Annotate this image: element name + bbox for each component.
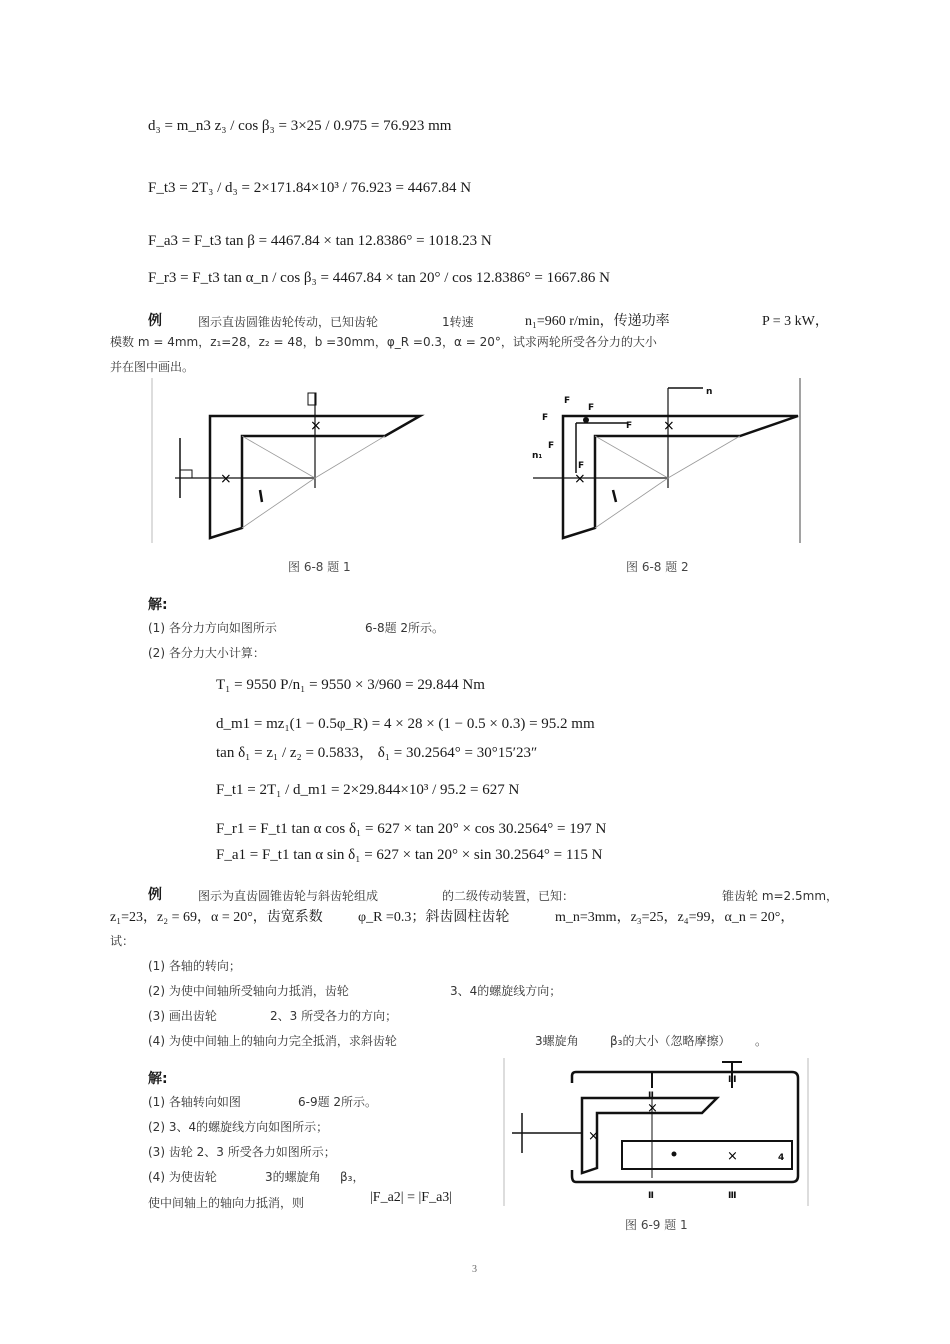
example2-q4a: (4) 为使中间轴上的轴向力完全抵消，求斜齿轮 (148, 1034, 397, 1048)
solution1-step1a: (1) 各分力方向如图所示 (148, 621, 277, 635)
force-label-3: F (542, 413, 549, 423)
gear-label-3: 4 (778, 1153, 785, 1163)
eq-fr3 (148, 270, 610, 287)
shaft-cross-4: × (574, 471, 586, 487)
example2-line2a: z₁=23，z₂ = 69，α = 20°，齿宽系数 (110, 910, 323, 925)
eq-fa3 (148, 233, 492, 250)
solution2-title: 解: (148, 1071, 168, 1087)
example2-q4b: 3螺旋角 (535, 1034, 579, 1048)
solution2-s4b: 3的螺旋角 (265, 1170, 321, 1184)
example1-line1n: n₁=960 r/min，传递功率 (525, 314, 670, 329)
example2-q2a: (2) 为使中间轴所受轴向力抵消，齿轮 (148, 984, 349, 998)
example2-q4c: β₃的大小（忽略摩擦） (610, 1034, 731, 1048)
example2-line2b: φ_R =0.3；斜齿圆柱齿轮 (358, 910, 510, 925)
solution1-step1b: 6-8题 2所示。 (365, 621, 445, 635)
eq-ft3 (148, 180, 471, 197)
example1-line3: 并在图中画出。 (110, 360, 195, 374)
solution2-s5a: 使中间轴上的轴向力抵消，则 (148, 1196, 305, 1210)
example2-line1c: 锥齿轮 m=2.5mm， (722, 889, 839, 903)
eq-delta1: tan δ₁ = z₁ / z₂ = 0.5833， δ₁ = 30.2564° = 30°15′23″ (216, 745, 538, 761)
example1-line1b: 1转速 (442, 315, 474, 329)
eq-fr3-text: F_r3 = F_t3 tan α_n / cos β₃ = 4467.84 × tan 20° / cos 12.8386° = 1667.86 N (148, 270, 610, 286)
force-label-6: F (578, 461, 585, 471)
page-number: 3 (472, 1264, 477, 1275)
solution2-s2: (2) 3、4的螺旋线方向如图所示； (148, 1120, 329, 1134)
gear-label-5: Ⅲ (728, 1191, 737, 1201)
caption-6-9: 图 6-9 题 1 (625, 1218, 688, 1232)
shaft-cross-1: × (310, 418, 322, 434)
bevel-gear-figure-2 (528, 378, 808, 548)
example2-q1: (1) 各轴的转向； (148, 959, 241, 973)
example2-q2b: 3、4的螺旋线方向； (450, 984, 562, 998)
shaft-cross-2: × (220, 471, 232, 487)
eq-ft1: F_t1 = 2T₁ / d_m1 = 2×29.844×10³ / 95.2 = 627 N (216, 782, 520, 798)
eq-fa3-text: F_a3 = F_t3 tan β = 4467.84 × tan 12.8386° = 1018.23 N (148, 233, 492, 249)
force-label-n1: n₁ (532, 451, 543, 461)
gear-label-2: Ⅱ (648, 1191, 654, 1201)
eq-fa1: F_a1 = F_t1 tan α sin δ₁ = 627 × tan 20° × sin 30.2564° = 115 N (216, 847, 603, 863)
example1-line1a: 图示直齿圆锥齿轮传动，已知齿轮 (198, 315, 379, 329)
example2-line1a: 图示为直齿圆锥齿轮与斜齿轮组成 (198, 889, 379, 903)
eq-d3-text: d₃ = m_n3 z₃ / cos β₃ = 3×25 / 0.975 = 76.923 mm (148, 118, 452, 134)
bevel-gear-figure-1 (150, 378, 450, 548)
solution2-s4c: β₃， (340, 1170, 365, 1184)
eq-t1: T₁ = 9550 P/n₁ = 9550 × 3/960 = 29.844 Nm (216, 677, 485, 693)
solution2-s3: (3) 齿轮 2、3 所受各力如图所示； (148, 1145, 336, 1159)
solution1-title: 解: (148, 597, 168, 613)
caption-6-8-2: 图 6-8 题 2 (626, 560, 689, 574)
force-label-1: F (564, 396, 571, 406)
solution2-s5b: |F_a2| = |F_a3| (370, 1190, 453, 1205)
example2-line2c: m_n=3mm，z₃=25，z₄=99，α_n = 20°， (555, 910, 795, 925)
eq-ft3-text: F_t3 = 2T₃ / d₃ = 2×171.84×10³ / 76.923 = 4467.84 N (148, 180, 472, 196)
solution2-s4a: (4) 为使齿轮 (148, 1170, 217, 1184)
force-label-4: F (626, 421, 633, 431)
eq-d3 (148, 118, 451, 135)
example1-label: 例 (148, 313, 162, 329)
force-label-n: n (706, 387, 713, 397)
gear-cross-2: × (588, 1129, 599, 1144)
caption-6-8-1: 图 6-8 题 1 (288, 560, 351, 574)
example2-q3b: 2、3 所受各力的方向； (270, 1009, 398, 1023)
example2-q3a: (3) 画出齿轮 (148, 1009, 217, 1023)
force-label-5: F (548, 441, 555, 451)
gear-cross-3: × (727, 1149, 738, 1164)
example2-q4d: 。 (755, 1034, 768, 1048)
gear-label-1: Ⅱ (648, 1091, 654, 1101)
gear-label-4: Ⅲ (728, 1075, 737, 1085)
gear-cross-1: × (647, 1101, 658, 1116)
example2-line3: 试： (110, 934, 135, 948)
example1-line2: 模数 m = 4mm，z₁=28，z₂ = 48，b =30mm，φ_R =0.3，α = 20°，试求两轮所受各分力的大小 (110, 335, 657, 349)
solution1-step2: (2) 各分力大小计算： (148, 646, 265, 660)
force-label-2: F (588, 403, 595, 413)
solution2-s1b: 6-9题 2所示。 (298, 1095, 378, 1109)
gearbox-figure (502, 1058, 810, 1210)
example2-line1b: 的二级传动装置，已知： (442, 889, 575, 903)
eq-fr1: F_r1 = F_t1 tan α cos δ₁ = 627 × tan 20° × cos 30.2564° = 197 N (216, 821, 607, 837)
shaft-cross-3: × (663, 418, 675, 434)
eq-dm1: d_m1 = mz₁(1 − 0.5φ_R) = 4 × 28 × (1 − 0.5 × 0.3) = 95.2 mm (216, 716, 595, 732)
example2-label: 例 (148, 887, 162, 903)
solution2-s1a: (1) 各轴转向如图 (148, 1095, 241, 1109)
example1-line1p: P = 3 kW， (762, 314, 829, 329)
